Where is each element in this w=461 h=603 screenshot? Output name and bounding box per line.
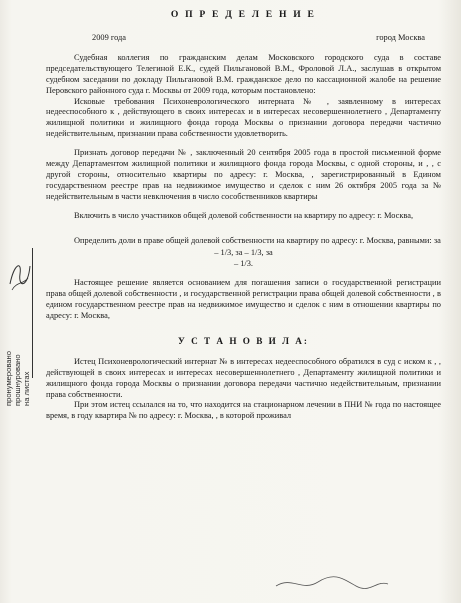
paragraph-intro: Судебная коллегия по гражданским делам Московского городского суда в составе председательствующего Телегиной Е.К., судей Пильгановой В.М., Фроловой Л.А., заслушав в открытом судебном заседании по докладу Пильгановой В.М. гражданское дело по кассационной жалобе на решение Перовского районного суда г. Москвы от 2009 года, которым постановлено:: [46, 52, 441, 95]
shares-last: – 1/3.: [233, 259, 254, 269]
paragraph-registration: Настоящее решение является основанием для погашения записи о государственной регистрации права общей долевой собственности , и государственной регистрации права общей долевой собственности , в едином государственном реестре прав на недвижимое имущество и сделок с ним в отношении квартиры по адресу: г. Москва,: [46, 278, 441, 321]
paragraph-include: Включить в число участников общей долевой собственности на квартиру по адресу: г. Москва,: [74, 210, 414, 220]
margin-stamp-line-2: прошнуровано: [13, 354, 22, 406]
date-line: [46, 33, 441, 45]
paragraph-contract: Признать договор передачи № , заключенный 20 сентября 2005 года в простой письменной форме между Департаментом жилищной политики и жилищного фонда города Москвы, с одной стороны, и , , с другой стороны, относительно квартиры по адресу: г. Москва, , зарегистрированный в Едином государственном реестре прав на недвижимое имущество и сделок с ним 26 октября 2005 года за № недействительным в части невключения в число сособственников квартиры: [46, 148, 441, 201]
document-date: 2009 года: [92, 32, 126, 42]
paragraph-claims: Исковые требования Психоневрологического интерната № , заявленному в интересах недееспособного к , действующего в своих интересах и в интересах несовершеннолетнего , Департаменту жилищной политики и жилищного фонда города Москвы о признании договора передачи частично недействительным, признании права собственности удовлетворить.: [46, 96, 441, 139]
document-city: город Москва: [376, 32, 425, 42]
paragraph-shares: Определить доли в праве общей долевой собственности на квартиру по адресу: г. Москва, равными: за: [74, 235, 441, 245]
established-heading: У С Т А Н О В И Л А:: [178, 335, 309, 346]
paragraph-plaintiff: Истец Психоневрологический интернат № в интересах недееспособного обратился в суд с иском к , , действующей в своих интересах и интересах несовершеннолетнего , Департаменту жилищной политики и жилищного фонда города Москвы о признании договора передачи частично недействительным, признании права собственности.: [46, 356, 441, 399]
margin-stamp-line-1: пронумеровано: [4, 351, 13, 406]
document-title: О П Р Е Д Е Л Е Н И Е: [170, 9, 317, 20]
margin-stamp-line-3: на листах: [22, 371, 31, 406]
paragraph-plaintiff-claims: При этом истец ссылался на то, что находится на стационарном лечении в ПНИ № года по настоящее время, в году квартира № по адресу: г. Москва, , в которой проживал: [46, 400, 441, 421]
shares-line: – 1/3, за – 1/3, за: [214, 247, 273, 257]
bottom-scribble: [272, 572, 392, 594]
margin-signature-scribble: [6, 254, 34, 294]
document-body: [46, 10, 441, 422]
